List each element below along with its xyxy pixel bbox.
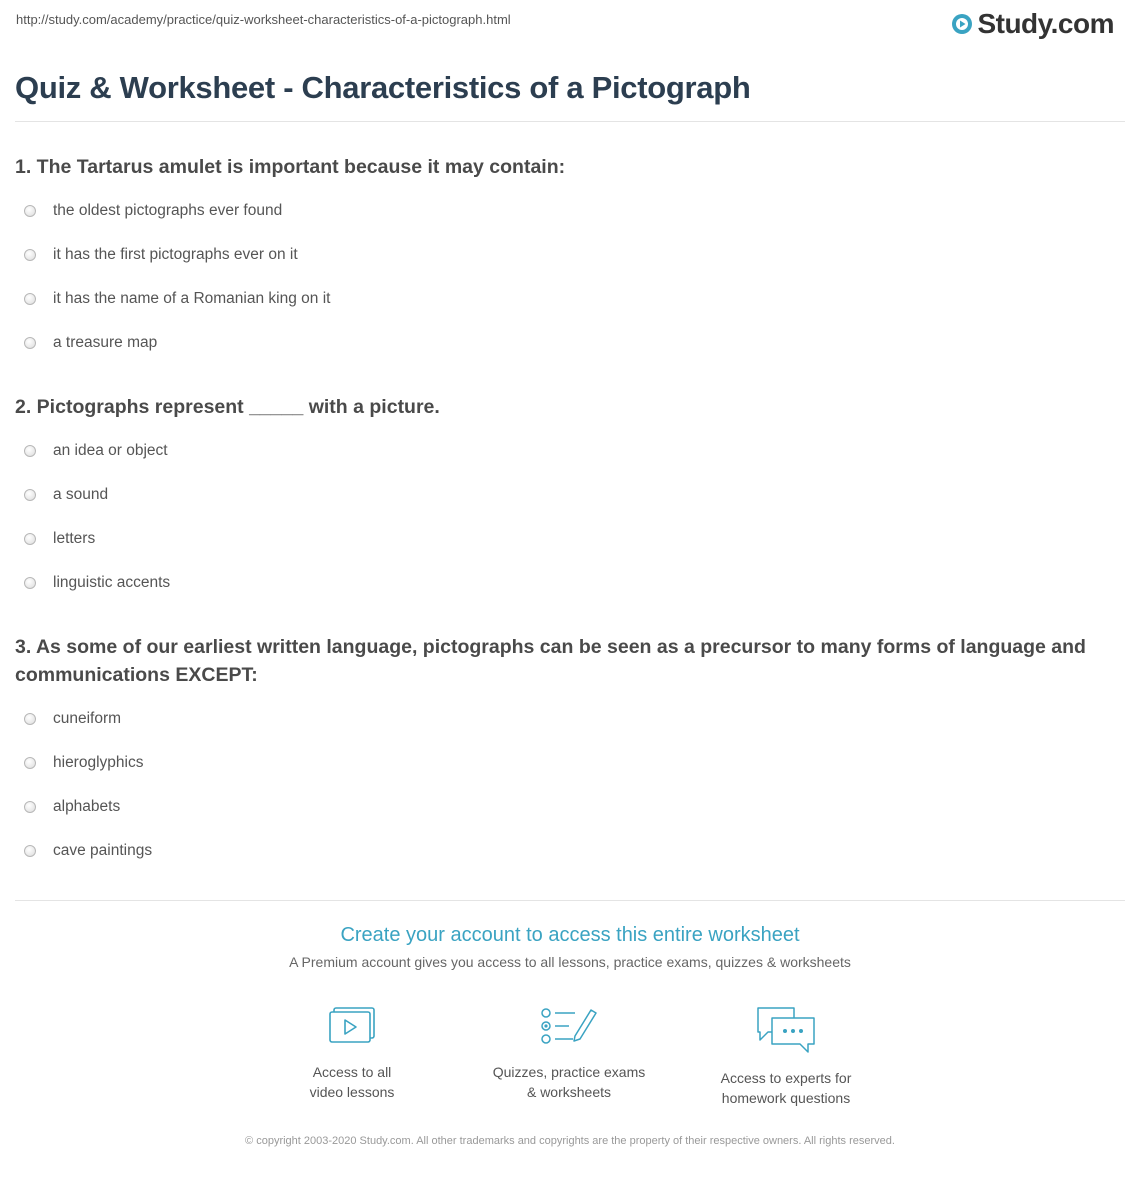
section-divider: [15, 900, 1125, 901]
answer-options: [15, 189, 1115, 365]
video-lessons-icon: [326, 1006, 378, 1050]
answer-options: [15, 697, 1115, 873]
answer-option[interactable]: [15, 741, 1115, 785]
answer-label: linguistic accents: [53, 574, 171, 591]
answer-option[interactable]: [15, 233, 1115, 277]
answer-label: cuneiform: [53, 710, 122, 727]
cta-subtitle: A Premium account gives you access to all lessons, practice exams, quizzes & worksheets: [289, 954, 851, 970]
radio-button[interactable]: [24, 489, 36, 501]
feature-quizzes: [469, 1006, 669, 1102]
answer-label: it has the name of a Romanian king on it: [53, 290, 331, 307]
radio-button[interactable]: [24, 445, 36, 457]
copyright-notice: © copyright 2003-2020 Study.com. All other trademarks and copyrights are the property of their respective owners. All rights reserved.: [245, 1135, 895, 1147]
answer-option[interactable]: [15, 697, 1115, 741]
question-text: 3. As some of our earliest written language, pictographs can be seen as a precursor to many forms of language and communications EXCEPT:: [15, 636, 1086, 686]
page-title: Quiz & Worksheet - Characteristics of a Pictograph: [15, 70, 751, 105]
question-text: 1. The Tartarus amulet is important because it may contain:: [15, 156, 566, 178]
radio-button[interactable]: [24, 249, 36, 261]
logo-text: Study.com: [977, 8, 1114, 39]
page-url: http://study.com/academy/practice/quiz-worksheet-characteristics-of-a-pictograph.html: [16, 12, 511, 27]
radio-button[interactable]: [24, 337, 36, 349]
cta-heading-link[interactable]: Create your account to access this entire worksheet: [340, 924, 800, 946]
answer-label: cave paintings: [53, 842, 153, 859]
radio-button[interactable]: [24, 801, 36, 813]
answer-option[interactable]: [15, 277, 1115, 321]
answer-option[interactable]: [15, 517, 1115, 561]
answer-label: the oldest pictographs ever found: [53, 202, 283, 219]
radio-button[interactable]: [24, 205, 36, 217]
radio-button[interactable]: [24, 533, 36, 545]
answer-label: hieroglyphics: [53, 754, 144, 771]
answer-label: alphabets: [53, 798, 121, 815]
radio-button[interactable]: [24, 577, 36, 589]
answer-options: [15, 429, 1115, 605]
radio-button[interactable]: [24, 757, 36, 769]
answer-option[interactable]: [15, 429, 1115, 473]
answer-label: an idea or object: [53, 442, 168, 459]
answer-option[interactable]: [15, 829, 1115, 873]
question-text: 2. Pictographs represent _____ with a picture.: [15, 396, 440, 418]
answer-label: a sound: [53, 486, 109, 503]
answer-label: letters: [53, 530, 96, 547]
radio-button[interactable]: [24, 713, 36, 725]
answer-option[interactable]: [15, 321, 1115, 365]
play-circle-icon: [951, 13, 973, 35]
feature-video-lessons: [252, 1006, 452, 1102]
title-divider: [15, 121, 1125, 122]
question-3: [15, 633, 1115, 873]
feature-label: Access to all video lessons: [309, 1064, 395, 1100]
chat-bubbles-icon: [754, 1006, 818, 1056]
answer-label: it has the first pictographs ever on it: [53, 246, 298, 263]
answer-option[interactable]: [15, 561, 1115, 605]
question-1: [15, 153, 1115, 365]
radio-button[interactable]: [24, 845, 36, 857]
answer-option[interactable]: [15, 189, 1115, 233]
feature-label: Quizzes, practice exams & worksheets: [492, 1064, 646, 1100]
question-2: [15, 393, 1115, 605]
study-logo[interactable]: [951, 8, 1114, 40]
answer-label: a treasure map: [53, 334, 158, 351]
feature-experts: [686, 1006, 886, 1108]
quiz-checklist-icon: [539, 1006, 599, 1050]
answer-option[interactable]: [15, 785, 1115, 829]
feature-label: Access to experts for homework questions: [720, 1070, 852, 1106]
radio-button[interactable]: [24, 293, 36, 305]
answer-option[interactable]: [15, 473, 1115, 517]
